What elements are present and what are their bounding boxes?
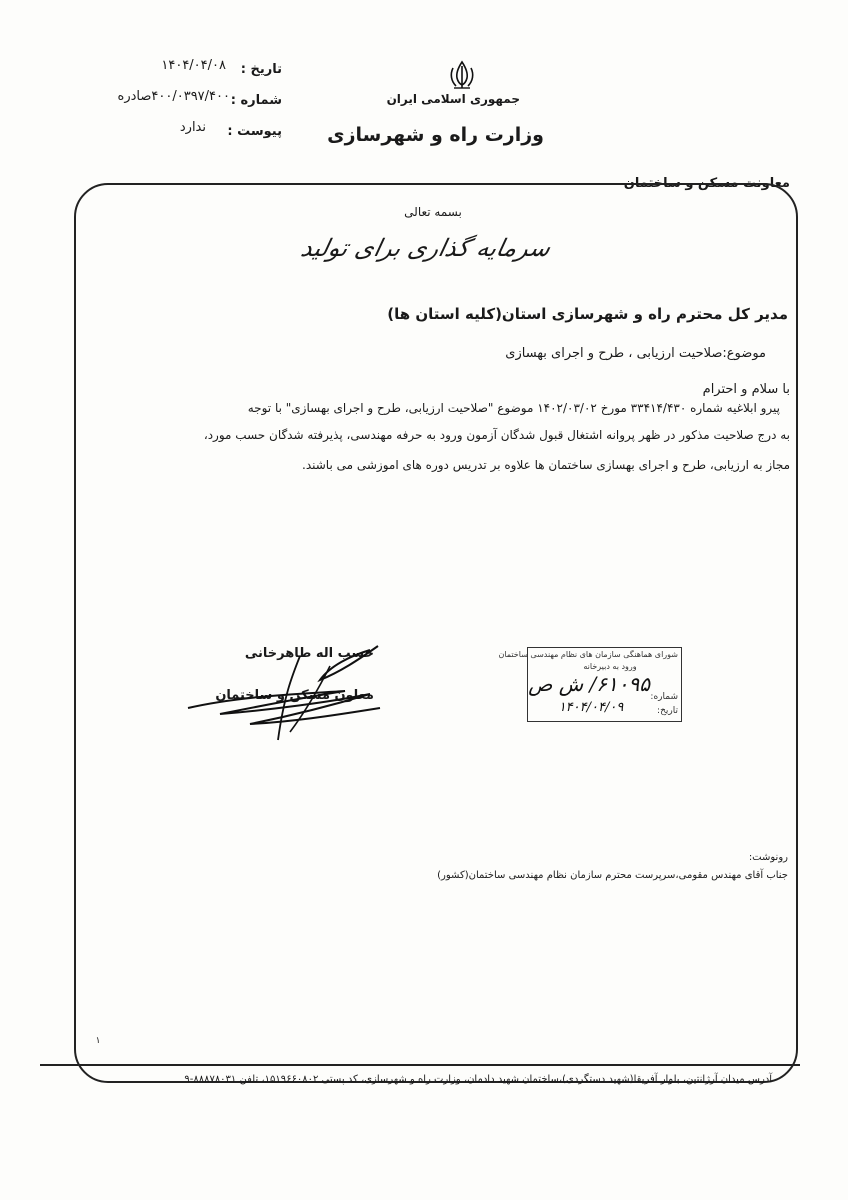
body-line-1: پیرو ابلاغیه شماره ۳۳۴۱۴/۴۳۰ مورخ ۱۴۰۲/۰۳/۰۲ موضوع "صلاحیت ارزیابی، طرح و اجرای بهسازی" با توجه — [247, 401, 780, 415]
date-value: ۱۴۰۴/۰۴/۰۸ — [161, 58, 226, 73]
number-label: شماره : — [230, 93, 282, 108]
subject-line: موضوع:صلاحیت ارزیابی ، طرح و اجرای بهسازی — [505, 346, 766, 361]
year-slogan: سرمایه گذاری برای تولید — [298, 234, 553, 262]
country-name: جمهوری اسلامی ایران — [386, 92, 520, 106]
signer-name: حسب اله طاهرخانی — [244, 646, 374, 661]
footer-divider — [40, 1064, 800, 1066]
body-line-2: به درج صلاحیت مذکور در ظهر پروانه اشتغال قبول شدگان آزمون ورود به حرفه مهندسی، پذیرفته شدگان حسب مورد، — [203, 428, 790, 442]
page-number: ۱ — [95, 1036, 101, 1046]
stamp-date-label: تاریخ: — [657, 706, 678, 716]
signer-title: معاون مسکن و ساختمان — [215, 688, 374, 703]
number-value: ۴۰۰/۰۳۹۷/۴۰۰صادره — [117, 89, 230, 104]
stamp-handwritten-number: ۶۱۰۹۵/ ش ص — [528, 672, 650, 696]
cc-recipient: جناب آقای مهندس مقومی،سرپرست محترم سازمان نظام مهندسی ساختمان(کشور) — [437, 870, 788, 881]
body-line-3: مجاز به ارزیابی، طرح و اجرای بهسازی ساختمان ها علاوه بر تدریس دوره های اموزشی می باشند. — [302, 458, 790, 472]
greeting: با سلام و احترام — [702, 382, 790, 397]
stamp-org-line: شورای هماهنگی سازمان های نظام مهندسی ساختمان — [498, 650, 678, 659]
ministry-name: وزارت راه و شهرسازی — [327, 124, 544, 146]
footer-address: آدرس میدان آرژانتین، بلوار آفریقا(شهید دستگردی)،ساختمان شهید دادمان، وزارت راه و شهرسازی، کد پستی ۱۵۱۹۶۶۰۸۰۲، تلفن ۸۸۸۷۸۰۳۱-۹ — [184, 1074, 772, 1085]
addressee: مدیر کل محترم راه و شهرسازی استان(کلیه استان ها) — [387, 305, 788, 323]
cc-label: رونوشت: — [748, 852, 788, 863]
stamp-date-value: ۱۴۰۴/۰۴/۰۹ — [558, 700, 624, 715]
iran-emblem-icon — [448, 60, 476, 90]
attachment-value: ندارد — [179, 120, 206, 135]
attachment-label: پیوست : — [227, 124, 282, 139]
date-label: تاریخ : — [240, 62, 282, 77]
stamp-entry-line: ورود به دبیرخانه — [583, 662, 637, 671]
signature-icon — [180, 636, 390, 746]
besmeh: بسمه تعالی — [404, 205, 462, 219]
deputy-heading: معاونت مسکن و ساختمان — [623, 176, 790, 191]
stamp-number-label: شماره: — [650, 692, 678, 702]
